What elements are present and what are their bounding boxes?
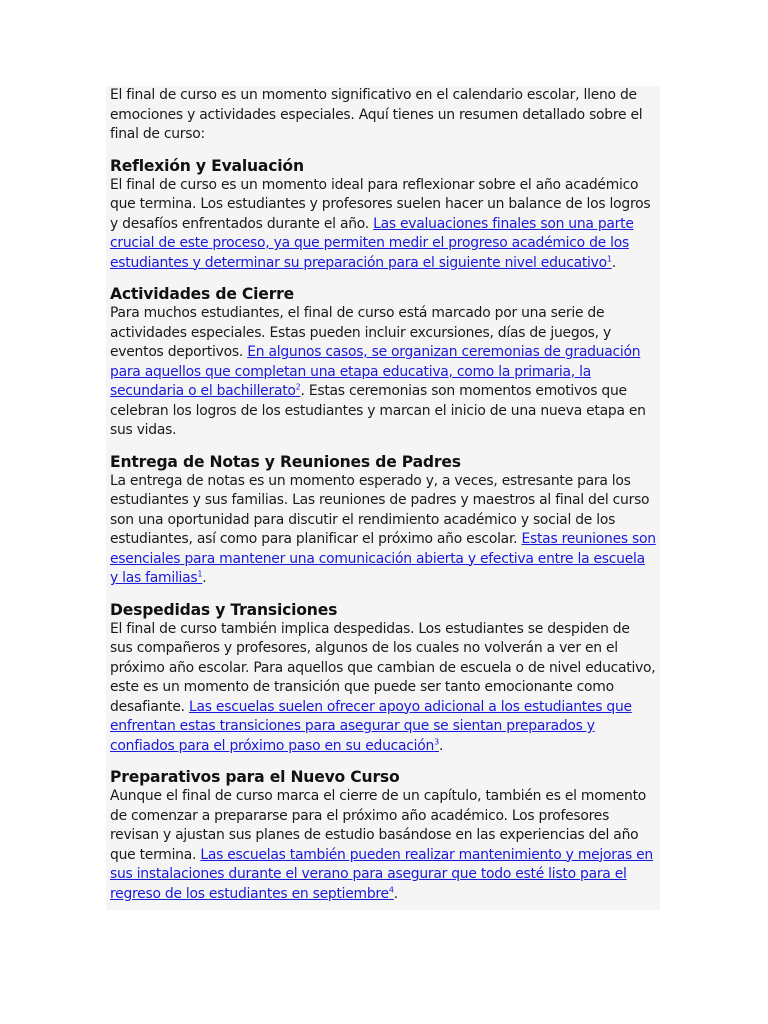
paragraph-text: Para muchos estudiantes, el final de curso está marcado por una serie de actividades especiales. Estas pueden incluir excursiones, días de juegos, y eventos deportivos.	[110, 305, 611, 360]
section-heading: Entrega de Notas y Reuniones de Padres	[110, 452, 461, 471]
citation-ref[interactable]: 1	[606, 253, 612, 263]
paragraph-text: La entrega de notas es un momento esperado y, a veces, estresante para los estudiantes y sus familias. Las reuniones de padres y maestros al final del curso son una oportunidad para discutir el rendimiento académico y social de los estudiantes, así como para planificar el próximo año escolar.	[110, 472, 650, 547]
document-body	[106, 86, 660, 910]
paragraph-text: .	[438, 737, 444, 754]
citation-ref[interactable]: 3	[434, 736, 439, 746]
link-text[interactable]: Estas reuniones son esenciales para mantener una comunicación abierta y efectiva entre la escuela y las familias	[110, 531, 656, 586]
section-heading: Reflexión y Evaluación	[110, 156, 304, 175]
citation-ref[interactable]: 4	[388, 884, 394, 894]
section-paragraph	[110, 472, 656, 589]
paragraph-text: .	[393, 885, 398, 902]
citation-ref[interactable]: 2	[295, 382, 301, 392]
citation-link[interactable]	[110, 699, 632, 754]
paragraph-text: Aunque el final de curso marca el cierre de un capítulo, también es el momento de comenzar a prepararse para el próximo año académico. Los profesores revisan y ajustan sus planes de estudio basándose en las experiencias del año que termina.	[110, 788, 647, 863]
section-paragraph	[110, 787, 656, 904]
section-paragraph	[110, 620, 656, 757]
link-text[interactable]: Las escuelas suelen ofrecer apoyo adicional a los estudiantes que enfrentan estas transiciones para asegurar que se sientan preparados y confiados para el próximo paso en su educación	[110, 698, 632, 754]
paragraph-text: .	[611, 254, 616, 271]
paragraph-text: .	[202, 570, 207, 586]
section-heading: Actividades de Cierre	[110, 285, 295, 303]
citation-ref[interactable]: 1	[197, 569, 203, 579]
link-text[interactable]: Las evaluaciones finales son una parte crucial de este proceso, ya que permiten medir el progreso académico de los estudiantes y determinar su preparación para el siguiente nivel educativo	[110, 215, 634, 271]
section-paragraph	[110, 176, 656, 274]
paragraph-text: . Estas ceremonias son momentos emotivos que celebran los logros de los estudiantes y marcan el inicio de una nueva etapa en sus vidas.	[110, 383, 646, 438]
section-paragraph	[110, 304, 656, 441]
link-text[interactable]: En algunos casos, se organizan ceremonias de graduación para aquellos que completan una etapa educativa, como la primaria, la secundaria o el bachillerato	[110, 344, 641, 399]
section-heading: Preparativos para el Nuevo Curso	[110, 768, 400, 786]
link-text[interactable]: Las escuelas también pueden realizar mantenimiento y mejoras en sus instalaciones durante el verano para asegurar que todo esté listo para el regreso de los estudiantes en septiembre	[110, 846, 653, 902]
section-heading: Despedidas y Transiciones	[110, 600, 338, 619]
paragraph-text: El final de curso también implica despedidas. Los estudiantes se despiden de sus compañeros y profesores, algunos de los cuales no volverán a ver en el próximo año escolar. Para aquellos que cambian de escuela o de nivel educativo, este es un momento de transición que puede ser tanto emocionante como desafiante.	[110, 620, 656, 715]
paragraph-text: El final de curso es un momento ideal para reflexionar sobre el año académico que termina. Los estudiantes y profesores suelen hacer un balance de los logros y desafíos enfrentados durante el año.	[110, 176, 651, 232]
intro-paragraph: El final de curso es un momento significativo en el calendario escolar, lleno de emociones y actividades especiales. Aquí tienes un resumen detallado sobre el final de curso:	[110, 87, 643, 142]
